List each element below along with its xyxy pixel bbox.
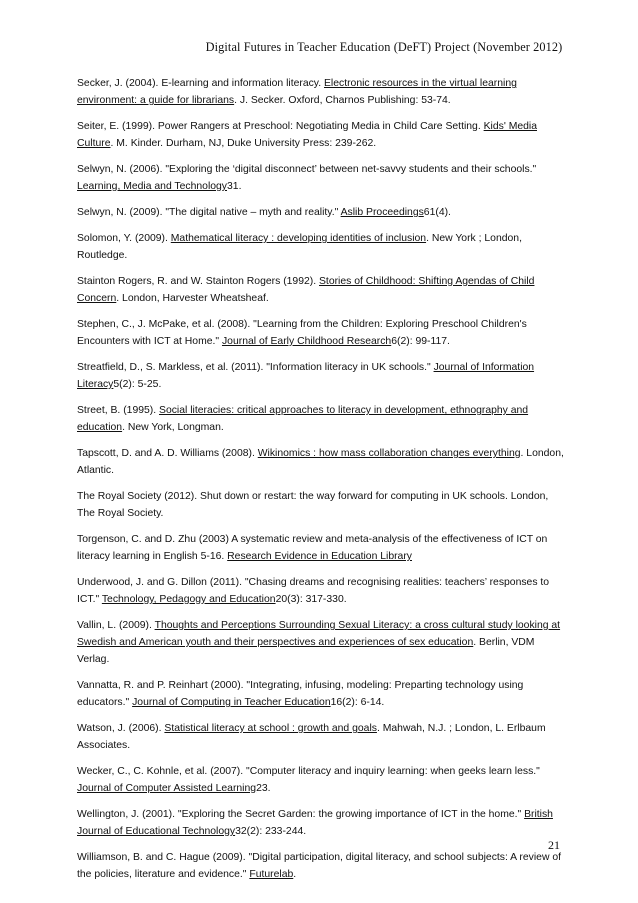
reference-details: . London, Harvester Wheatsheaf. — [116, 293, 269, 304]
reference-text: Torgenson, C. and D. Zhu (2003) A systematic review and meta-analysis of the effectiveness of ICT on literacy learning in English 5-16. — [77, 534, 548, 562]
reference-entry — [77, 204, 564, 221]
reference-text: Street, B. (1995). — [77, 405, 160, 416]
reference-text: Wellington, J. (2001). "Exploring the Secret Garden: the growing importance of ICT in the home." — [77, 809, 525, 820]
reference-entry — [77, 720, 564, 754]
reference-entry — [77, 574, 564, 608]
reference-source-title: Learning, Media and Technology — [77, 181, 228, 192]
reference-source-title: Wikinomics : how mass collaboration changes everything — [257, 448, 521, 459]
reference-entry — [77, 75, 564, 109]
reference-details: 6(2): 99-117. — [391, 336, 450, 347]
reference-details: 16(2): 6-14. — [330, 697, 385, 708]
reference-entry — [77, 806, 564, 840]
reference-source-title: Electronic resources in the virtual learning environment: a guide for librarians — [77, 78, 517, 106]
reference-text: Solomon, Y. (2009). — [77, 233, 171, 244]
reference-entry — [77, 617, 564, 668]
reference-text: Watson, J. (2006). — [77, 723, 165, 734]
reference-text: The Royal Society (2012). Shut down or restart: the way forward for computing in UK schools. London, The Royal Society. — [77, 491, 549, 519]
reference-details: . M. Kinder. Durham, NJ, Duke University Press: 239-262. — [110, 138, 377, 149]
reference-entry — [77, 359, 564, 393]
reference-source-title: Aslib Proceedings — [340, 207, 424, 218]
reference-details: . Berlin, VDM Verlag. — [77, 637, 535, 665]
reference-details: 32(2): 233-244. — [235, 826, 307, 837]
reference-details: 31. — [227, 181, 242, 192]
reference-text: Secker, J. (2004). E-learning and information literacy. — [77, 78, 324, 89]
reference-details: 20(3): 317-330. — [275, 594, 347, 605]
reference-text: Streatfield, D., S. Markless, et al. (2011). "Information literacy in UK schools." — [77, 362, 434, 373]
reference-source-title: Research Evidence in Education Library — [227, 551, 412, 562]
reference-entry — [77, 118, 564, 152]
reference-source-title: British Journal of Educational Technology — [77, 809, 553, 837]
reference-entry — [77, 677, 564, 711]
reference-details: . New York ; London, Routledge. — [77, 233, 522, 261]
reference-entry — [77, 402, 564, 436]
reference-details: . J. Secker. Oxford, Charnos Publishing: 53-74. — [234, 95, 451, 106]
reference-text: Wecker, C., C. Kohnle, et al. (2007). "Computer literacy and inquiry learning: when geeks learn less." — [77, 766, 540, 777]
reference-details: 5(2): 5-25. — [113, 379, 162, 390]
reference-details: 23. — [256, 783, 271, 794]
reference-source-title: Journal of Computing in Teacher Education — [132, 697, 331, 708]
reference-source-title: Statistical literacy at school : growth and goals — [164, 723, 377, 734]
reference-text: Seiter, E. (1999). Power Rangers at Preschool: Negotiating Media in Child Care Setting. — [77, 121, 484, 132]
reference-entry — [77, 849, 564, 883]
page-header: Digital Futures in Teacher Education (DeFT) Project (November 2012) — [205, 40, 563, 54]
reference-text: Williamson, B. and C. Hague (2009). "Digital participation, digital literacy, and school subjects: A review of the policies, literature and evidence." — [77, 852, 562, 880]
reference-text: Tapscott, D. and A. D. Williams (2008). — [77, 448, 258, 459]
reference-details: 61(4). — [423, 207, 451, 218]
reference-text: Selwyn, N. (2006). "Exploring the ‘digital disconnect’ between net-savvy students and their schools." — [77, 164, 537, 175]
reference-details: . New York, Longman. — [122, 422, 224, 433]
reference-details: . London, Atlantic. — [77, 448, 564, 476]
reference-source-title: Kids' Media Culture — [77, 121, 537, 149]
reference-source-title: Mathematical literacy : developing identities of inclusion — [170, 233, 427, 244]
reference-entry — [77, 488, 564, 522]
reference-source-title: Thoughts and Perceptions Surrounding Sexual Literacy: a cross cultural study looking at Swedish and American youth and their perspectives and experiences of sex education — [77, 620, 561, 648]
reference-entry — [77, 763, 564, 797]
reference-entry — [77, 161, 564, 195]
reference-entry — [77, 445, 564, 479]
reference-text: Selwyn, N. (2009). "The digital native – myth and reality." — [77, 207, 341, 218]
reference-details: . — [293, 869, 297, 880]
reference-source-title: Journal of Information Literacy — [77, 362, 535, 390]
reference-text: Vannatta, R. and P. Reinhart (2000). "Integrating, infusing, modeling: Preparting technology using educators." — [77, 680, 524, 708]
reference-source-title: Journal of Computer Assisted Learning — [77, 783, 257, 794]
reference-source-title: Journal of Early Childhood Research — [221, 336, 392, 347]
reference-entry — [77, 531, 564, 565]
reference-entry — [77, 316, 564, 350]
reference-source-title: Social literacies: critical approaches to literacy in development, ethnography and education — [77, 405, 529, 433]
page-number: 21 — [548, 838, 560, 852]
reference-source-title: Stories of Childhood: Shifting Agendas of Child Concern — [77, 276, 535, 304]
reference-text: Stephen, C., J. McPake, et al. (2008). "Learning from the Children: Exploring Preschool Children's Encounters with ICT at Home." — [77, 319, 527, 347]
reference-text: Vallin, L. (2009). — [77, 620, 155, 631]
reference-source-title: Technology, Pedagogy and Education — [101, 594, 276, 605]
reference-text: Underwood, J. and G. Dillon (2011). "Chasing dreams and recognising realities: teachers’ responses to ICT." — [77, 577, 550, 605]
reference-entry — [77, 230, 564, 264]
reference-list — [77, 75, 564, 892]
reference-text: Stainton Rogers, R. and W. Stainton Rogers (1992). — [77, 276, 319, 287]
reference-entry — [77, 273, 564, 307]
reference-source-title: Futurelab — [249, 869, 294, 880]
reference-details: . Mahwah, N.J. ; London, L. Erlbaum Associates. — [77, 723, 546, 751]
